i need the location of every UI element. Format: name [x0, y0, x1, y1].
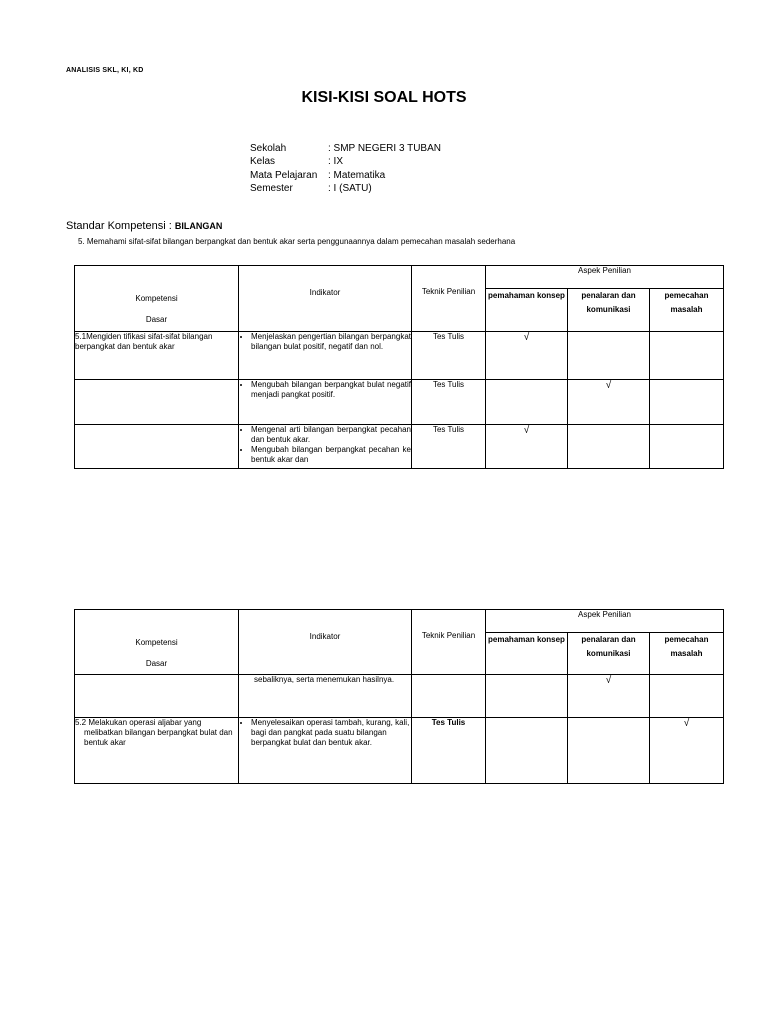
kd-cell: [75, 380, 239, 425]
page-title: KISI-KISI SOAL HOTS: [301, 89, 467, 106]
header-teknik: [412, 610, 486, 675]
indikator-cell: [239, 718, 412, 784]
indikator-item: • Mengubah bilangan berpangkat pecahan ke bentuk akar dan: [251, 445, 411, 465]
sk-item: 5. Memahami sifat-sifat bilangan berpangkat dan bentuk akar serta penggunaannya dalam pemecahan masalah sederhana: [78, 237, 516, 246]
check-penalaran: √: [568, 675, 650, 718]
check-pemecahan: [650, 380, 724, 425]
info-row-semester: [250, 182, 441, 195]
teknik-cell: Tes Tulis: [412, 332, 486, 380]
table-row: [75, 718, 724, 784]
check-pemahaman: √: [486, 332, 568, 380]
indikator-cell: sebaliknya, serta menemukan hasilnya.: [239, 675, 412, 718]
kd-cell: 5.1Mengiden tifikasi sifat-sifat bilangan berpangkat dan bentuk akar: [75, 332, 239, 380]
indikator-item: • Menyelesaikan operasi tambah, kurang, kali, bagi dan pangkat pada suatu bilangan berpangkat bulat dan bentuk akar.: [251, 718, 411, 748]
info-row-class: [250, 155, 441, 168]
header-aspek-label: Aspek Penilian: [578, 266, 631, 275]
teknik-label: Tes Tulis: [431, 718, 466, 727]
header-pemahaman: pemahaman konsep: [486, 633, 568, 675]
table-row: [75, 425, 724, 469]
check-pemahaman: [486, 380, 568, 425]
table-row: [75, 380, 724, 425]
check-penalaran: √: [568, 380, 650, 425]
kd-cell: [75, 675, 239, 718]
teknik-cell: Tes Tulis: [412, 425, 486, 469]
header-dasar-label: Dasar: [145, 315, 168, 324]
header-kompetensi-label: Kompetensi: [135, 294, 178, 303]
info-value: : SMP NEGERI 3 TUBAN: [328, 143, 441, 154]
teknik-cell: [412, 718, 486, 784]
header-penalaran: penalaran dan komunikasi: [568, 633, 650, 675]
check-penalaran: [568, 425, 650, 469]
kd-number-text: 5.2 Melakukan operasi aljabar yang: [75, 718, 202, 727]
header-dasar-label: Dasar: [145, 659, 168, 668]
header-aspek: [486, 266, 724, 289]
check-penalaran: [568, 332, 650, 380]
check-pemecahan: [650, 425, 724, 469]
teknik-cell: [412, 675, 486, 718]
header-pemecahan: pemecahan masalah: [650, 289, 724, 332]
header-indikator-label: Indikator: [309, 632, 341, 641]
info-value: : IX: [328, 156, 344, 168]
table-row: [75, 332, 724, 380]
standard-competency: [66, 220, 222, 232]
indikator-cell: [239, 332, 412, 380]
check-pemecahan: [650, 675, 724, 718]
school-info: [250, 142, 441, 195]
teknik-cell: Tes Tulis: [412, 380, 486, 425]
indikator-item: • Menjelaskan pengertian bilangan berpangkat bilangan bulat positif, negatif dan nol.: [251, 332, 411, 352]
header-penalaran: penalaran dan komunikasi: [568, 289, 650, 332]
indikator-cell: [239, 380, 412, 425]
indikator-item: • Mengubah bilangan berpangkat bulat negatif menjadi pangkat positif.: [251, 380, 411, 400]
kd-cell: [75, 425, 239, 469]
header-indikator: [239, 610, 412, 675]
header-kompetensi: [75, 610, 239, 675]
info-row-school: [250, 142, 441, 155]
header-aspek-label: Aspek Penilian: [578, 610, 631, 619]
info-label: Mata Pelajaran: [250, 169, 318, 181]
check-pemahaman: √: [486, 425, 568, 469]
header-teknik: [412, 266, 486, 332]
table-row: [75, 675, 724, 718]
info-value: : Matematika: [328, 169, 386, 181]
header-indikator-label: Indikator: [309, 288, 341, 297]
header-kompetensi: [75, 266, 239, 332]
header-indikator: [239, 266, 412, 332]
header-kompetensi-label: Kompetensi: [135, 638, 178, 647]
info-row-subject: [250, 169, 441, 182]
info-label: Kelas: [250, 156, 276, 168]
header-pemahaman: pemahaman konsep: [486, 289, 568, 332]
sk-value: BILANGAN: [174, 221, 223, 231]
indikator-item: • Mengenal arti bilangan berpangkat pecahan dan bentuk akar.: [251, 425, 411, 445]
kd-cell: [75, 718, 239, 784]
header-teknik-label: Teknik Penilian: [421, 287, 476, 296]
header-pemecahan: pemecahan masalah: [650, 633, 724, 675]
document-code: ANALISIS SKL, KI, KD: [66, 67, 144, 74]
kisi-table-2: [74, 609, 724, 784]
header-aspek: [486, 610, 724, 633]
kd-rest-text: melibatkan bilangan berpangkat bulat dan bentuk akar: [84, 728, 233, 747]
check-pemecahan: [650, 332, 724, 380]
info-label: Semester: [250, 182, 293, 194]
kisi-table-1: [74, 265, 724, 469]
header-teknik-label: Teknik Penilian: [421, 631, 476, 640]
check-pemahaman: [486, 675, 568, 718]
check-penalaran: [568, 718, 650, 784]
sk-label: Standar Kompetensi :: [66, 220, 175, 232]
indikator-cell: [239, 425, 412, 469]
check-pemecahan: √: [650, 718, 724, 784]
info-value: : I (SATU): [328, 182, 372, 194]
info-label: Sekolah: [250, 143, 287, 154]
check-pemahaman: [486, 718, 568, 784]
